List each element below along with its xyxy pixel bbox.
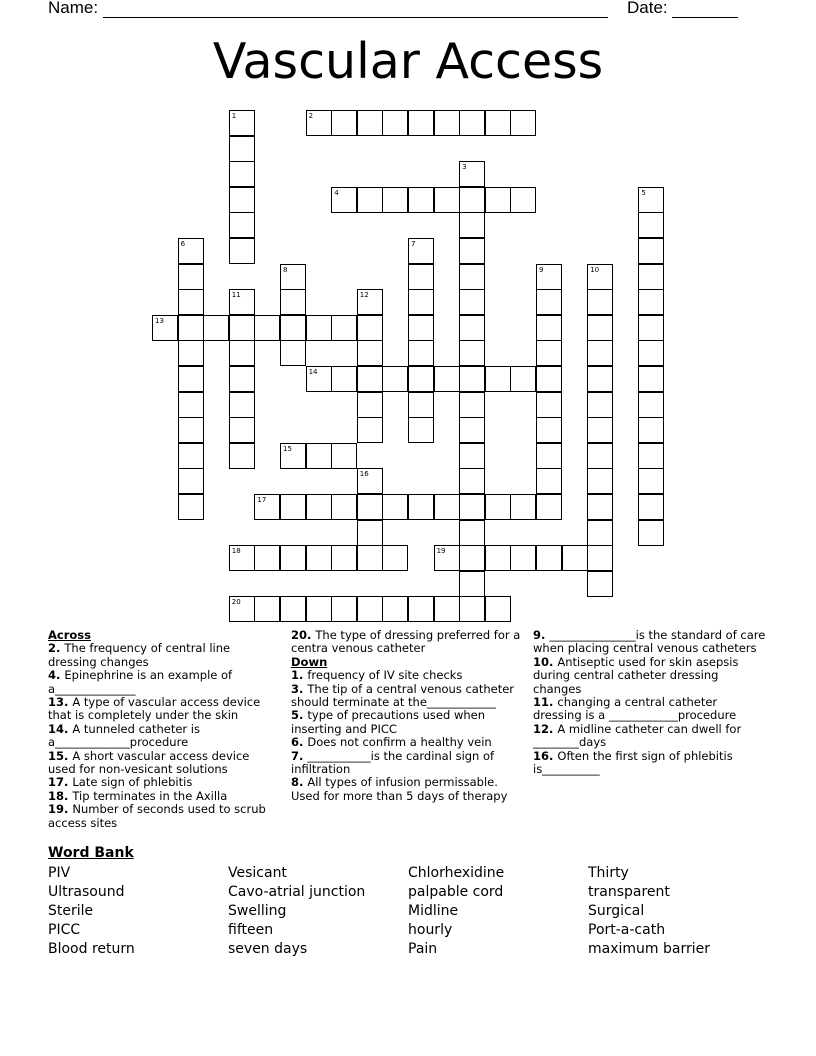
crossword-cell[interactable] [459,571,485,597]
crossword-cell[interactable] [229,315,255,341]
clue-number: 2. [48,641,65,656]
crossword-cell[interactable] [280,315,306,341]
crossword-cell[interactable] [331,596,357,622]
clue-number: 14. [48,721,73,736]
crossword-cell[interactable] [331,545,357,571]
clue-item [533,629,769,656]
crossword-cell[interactable] [510,110,536,136]
word-bank-item: Blood return [48,941,135,957]
clues-column-1 [48,629,280,830]
clue-number-label: 15 [283,444,292,453]
clue-item [48,642,280,669]
crossword-cell[interactable] [485,187,511,213]
crossword-cell[interactable] [459,264,485,290]
clue-number-label: 5 [641,188,646,197]
clue-text: Late sign of phlebitis [72,775,193,790]
crossword-cell[interactable] [178,289,204,315]
crossword-cell[interactable] [459,417,485,443]
crossword-cell[interactable] [408,340,434,366]
crossword-cell[interactable] [638,366,664,392]
clue-number-label: 10 [590,265,600,274]
clue-number-label: 12 [359,291,369,300]
crossword-cell[interactable] [152,315,178,341]
crossword-cell[interactable] [357,187,383,213]
clue-text: The frequency of central line dressing changes [48,641,231,669]
clue-item [291,750,523,777]
crossword-cell[interactable] [229,238,255,264]
clue-number-label: 19 [436,547,446,556]
word-bank-item: fifteen [228,922,274,938]
crossword-cell[interactable] [485,545,511,571]
across-clue-list [48,642,280,830]
word-bank-column [228,864,365,959]
crossword-cell[interactable] [459,110,485,136]
crossword-cell[interactable] [638,494,664,520]
crossword-cell[interactable] [408,366,434,392]
word-bank-item: Surgical [588,903,645,919]
clue-text: Often the first sign of phlebitis is__________ [533,748,733,777]
date-label: Date: [627,0,668,17]
word-bank-column [48,864,135,959]
crossword-cell[interactable] [638,289,664,315]
crossword-cell[interactable] [459,315,485,341]
crossword-cell[interactable] [562,545,588,571]
crossword-cell[interactable] [357,340,383,366]
crossword-cell[interactable] [587,443,613,469]
clue-item [533,723,769,750]
clue-number-label: 6 [180,240,186,248]
clue-item [48,803,280,830]
crossword-cell[interactable] [280,340,306,366]
crossword-cell[interactable] [536,315,562,341]
crossword-cell[interactable] [536,289,562,315]
crossword-cell[interactable] [178,340,204,366]
crossword-cell[interactable] [280,264,306,290]
crossword-cell[interactable] [229,392,255,418]
crossword-cell[interactable] [638,443,664,469]
clue-item [533,750,769,777]
clue-item [291,629,523,656]
crossword-cell[interactable] [434,545,460,571]
clue-number: 3. [291,681,308,696]
clue-number-label: 16 [359,470,369,479]
crossword-cell[interactable] [229,417,255,443]
crossword-cell[interactable] [178,417,204,443]
word-bank-heading: Word Bank [48,845,134,861]
clue-number: 18. [48,788,73,803]
crossword-cell[interactable] [178,494,204,520]
crossword-cell[interactable] [229,366,255,392]
clue-number: 15. [48,748,73,763]
crossword-cell[interactable] [382,187,408,213]
word-bank-column [408,864,504,959]
crossword-cell[interactable] [459,468,485,494]
clue-number-label: 13 [155,316,164,325]
crossword-cell[interactable] [459,187,485,213]
crossword-cell[interactable] [280,596,306,622]
word-bank-item: Vesicant [228,865,287,881]
clue-text: type of precautions used when inserting and PICC [291,708,486,736]
crossword-cell[interactable] [229,443,255,469]
crossword-cell[interactable] [357,468,383,494]
crossword-cell[interactable] [536,392,562,418]
crossword-cell[interactable] [178,315,204,341]
crossword-cell[interactable] [536,443,562,469]
crossword-cell[interactable] [331,494,357,520]
crossword-cell[interactable] [510,494,536,520]
crossword-cell[interactable] [229,545,255,571]
clue-item [48,776,280,789]
clue-number-label: 20 [231,598,241,607]
clue-number: 6. [291,735,308,750]
crossword-cell[interactable] [408,392,434,418]
crossword-cell[interactable] [587,417,613,443]
clue-item [48,790,280,803]
clue-text: frequency of IV site checks [307,668,463,683]
crossword-cell[interactable] [459,443,485,469]
word-bank-item: Sterile [48,903,94,919]
clue-text: A tunneled catheter is a_____________procedure [48,721,200,750]
crossword-cell[interactable] [229,212,255,238]
clue-item [48,723,280,750]
crossword-cell[interactable] [306,596,332,622]
page-title: Vascular Access [212,33,604,90]
crossword-cell[interactable] [331,110,357,136]
crossword-cell[interactable] [357,392,383,418]
clue-number-label: 9 [539,265,544,274]
clue-number: 16. [533,748,558,763]
crossword-cell[interactable] [382,545,408,571]
clue-number-label: 18 [231,547,241,556]
clues-column-3 [533,629,769,776]
clue-text: _______________is the standard of care when placing central venous catheters [533,628,766,656]
crossword-cell[interactable] [229,596,255,622]
crossword-cell[interactable] [459,289,485,315]
crossword-cell[interactable] [587,366,613,392]
crossword-cell[interactable] [638,520,664,546]
word-bank-item: seven days [228,941,308,957]
clue-item [291,669,523,682]
down-heading: Down [291,654,328,669]
crossword-cell[interactable] [178,443,204,469]
crossword-cell[interactable] [408,315,434,341]
crossword-cell[interactable] [408,417,434,443]
crossword-cell[interactable] [254,494,280,520]
clue-number-label: 2 [308,112,314,120]
crossword-cell[interactable] [434,596,460,622]
clue-number: 8. [291,775,308,790]
word-bank-item: Swelling [228,903,287,919]
crossword-cell[interactable] [459,366,485,392]
across-heading: Across [48,628,91,642]
crossword-cell[interactable] [229,187,255,213]
word-bank-item: Ultrasound [48,884,125,900]
clue-text: A type of vascular access device that is completely under the skin [48,695,261,723]
clue-item [48,669,280,696]
clue-number-label: 1 [231,112,237,120]
crossword-cell[interactable] [638,238,664,264]
clue-item [533,696,769,723]
word-bank-item: Port-a-cath [588,922,666,938]
crossword-cell[interactable] [408,187,434,213]
clue-number-label: 11 [231,291,241,300]
crossword-cell[interactable] [434,366,460,392]
crossword-cell[interactable] [638,340,664,366]
clue-text: The type of dressing preferred for a centra venous catheter [291,628,521,656]
word-bank-item: Midline [408,903,459,919]
clue-item [291,736,523,749]
crossword-cell[interactable] [638,315,664,341]
crossword-cell[interactable] [536,468,562,494]
clue-number: 12. [533,721,558,736]
crossword-cell[interactable] [587,468,613,494]
crossword-cell[interactable] [331,366,357,392]
crossword-cell[interactable] [280,545,306,571]
crossword-cell[interactable] [434,110,460,136]
crossword-cell[interactable] [408,110,434,136]
word-bank-column [588,864,710,959]
clue-item [291,683,523,710]
crossword-cell[interactable] [638,187,664,213]
crossword-cell[interactable] [587,340,613,366]
crossword-cell[interactable] [229,289,255,315]
clue-number-label: 7 [411,240,416,248]
clue-number: 17. [48,775,73,790]
crossword-cell[interactable] [178,264,204,290]
crossword-cell[interactable] [357,520,383,546]
clue-number-label: 17 [257,496,267,504]
crossword-cell[interactable] [434,494,460,520]
crossword-cell[interactable] [408,596,434,622]
crossword-cell[interactable] [306,443,332,469]
word-bank-item: transparent [588,884,670,900]
crossword-cell[interactable] [459,212,485,238]
word-bank-item: Cavo-atrial junction [228,884,366,900]
clue-item [291,776,523,803]
crossword-cell[interactable] [459,494,485,520]
crossword-cell[interactable] [587,520,613,546]
clue-text: A short vascular access device used for non-vesicant solutions [48,748,250,777]
crossword-cell[interactable] [459,392,485,418]
crossword-cell[interactable] [357,315,383,341]
word-bank-item: Thirty [588,865,629,881]
crossword-cell[interactable] [408,494,434,520]
crossword-cell[interactable] [178,366,204,392]
crossword-cell[interactable] [638,417,664,443]
clue-number: 19. [48,802,73,817]
crossword-cell[interactable] [229,340,255,366]
clue-item [48,696,280,723]
crossword-cell[interactable] [254,545,280,571]
clue-number: 1. [291,668,308,683]
clue-number: 10. [533,654,558,669]
crossword-cell[interactable] [536,545,562,571]
clue-number: 13. [48,695,73,710]
crossword-cell[interactable] [587,289,613,315]
crossword-cell[interactable] [229,136,255,162]
crossword-cell[interactable] [408,264,434,290]
crossword-cell[interactable] [306,494,332,520]
crossword-cell[interactable] [357,366,383,392]
down-clue-list [291,669,523,803]
word-bank-item: PIV [48,865,71,881]
crossword-cell[interactable] [306,545,332,571]
clue-number-label: 14 [308,368,318,376]
crossword-cell[interactable] [331,187,357,213]
clue-number: 5. [291,708,308,723]
crossword-cell[interactable] [459,596,485,622]
crossword-cell[interactable] [229,110,255,136]
crossword-cell[interactable] [510,366,536,392]
crossword-cell[interactable] [306,315,332,341]
word-bank-item: maximum barrier [588,941,710,957]
clue-text: A midline catheter can dwell for ________days [533,721,742,750]
clues-column-2 [291,629,523,803]
crossword-cell[interactable] [536,366,562,392]
crossword-cell[interactable] [254,315,280,341]
crossword-cell[interactable] [459,161,485,187]
crossword-cell[interactable] [587,264,613,290]
clue-item [291,709,523,736]
crossword-cell[interactable] [485,494,511,520]
crossword-cell[interactable] [638,264,664,290]
clue-number-label: 3 [462,163,467,172]
crossword-cell[interactable] [536,264,562,290]
crossword-cell[interactable] [357,110,383,136]
crossword-cell[interactable] [280,443,306,469]
crossword-cell[interactable] [485,110,511,136]
crossword-cell[interactable] [638,212,664,238]
crossword-cell[interactable] [459,520,485,546]
crossword-cell[interactable] [510,187,536,213]
crossword-cell[interactable] [280,289,306,315]
clue-number: 9. [533,628,550,642]
crossword-cell[interactable] [382,110,408,136]
crossword-cell[interactable] [357,494,383,520]
crossword-cell[interactable] [459,238,485,264]
crossword-cell[interactable] [587,545,613,571]
crossword-cell[interactable] [382,366,408,392]
clue-item [48,750,280,777]
crossword-cell[interactable] [587,571,613,597]
word-bank-item: PICC [48,922,81,938]
crossword-cell[interactable] [357,289,383,315]
across-clue-list-continued [291,629,523,656]
crossword-cell[interactable] [331,443,357,469]
clue-text: ___________is the cardinal sign of infiltration [291,748,495,777]
crossword-cell[interactable] [485,596,511,622]
clue-text: Antiseptic used for skin asepsis during central catheter dressing changes [533,654,739,696]
clue-text: Tip terminates in the Axilla [72,788,228,803]
crossword-cell[interactable] [408,238,434,264]
crossword-cell[interactable] [587,392,613,418]
crossword-cell[interactable] [331,315,357,341]
clue-number: 7. [291,748,308,763]
crossword-cell[interactable] [306,366,332,392]
word-bank-item: hourly [408,922,453,938]
crossword-cell[interactable] [587,494,613,520]
crossword-cell[interactable] [536,340,562,366]
crossword-cell[interactable] [536,417,562,443]
clue-number-label: 4 [334,188,339,197]
crossword-cell[interactable] [408,289,434,315]
crossword-cell[interactable] [178,468,204,494]
crossword-cell[interactable] [459,545,485,571]
word-bank-item: Pain [408,941,438,957]
crossword-cell[interactable] [178,392,204,418]
crossword-cell[interactable] [459,340,485,366]
clue-text: The tip of a central venous catheter should terminate at the____________ [291,681,515,710]
clue-number-label: 8 [283,265,288,274]
crossword-cell[interactable] [254,596,280,622]
clue-text: Does not confirm a healthy vein [307,735,492,750]
clue-number: 4. [48,668,65,683]
crossword-cell[interactable] [306,110,332,136]
crossword-cell[interactable] [434,187,460,213]
clue-item [533,656,769,696]
crossword-cell[interactable] [357,545,383,571]
clue-text: Number of seconds used to scrub access sites [48,802,266,830]
crossword-cell[interactable] [485,366,511,392]
name-label: Name: [48,0,99,17]
crossword-cell[interactable] [587,315,613,341]
crossword-cell[interactable] [203,315,229,341]
crossword-cell[interactable] [382,596,408,622]
clue-text: All types of infusion permissable. Used for more than 5 days of therapy [291,775,508,803]
word-bank-item: Chlorhexidine [408,865,505,881]
clue-text: Epinephrine is an example of a______________ [48,668,233,696]
crossword-cell[interactable] [510,545,536,571]
clue-text: changing a central catheter dressing is a ____________procedure [533,695,737,723]
clue-number: 20. [291,628,316,642]
crossword-cell[interactable] [536,494,562,520]
crossword-cell[interactable] [382,494,408,520]
crossword-cell[interactable] [357,417,383,443]
down-clue-list-continued [533,629,769,776]
crossword-cell[interactable] [638,468,664,494]
word-bank-item: palpable cord [408,884,504,900]
crossword-cell[interactable] [280,494,306,520]
crossword-cell[interactable] [229,161,255,187]
crossword-cell[interactable] [178,238,204,264]
clue-number: 11. [533,695,558,710]
crossword-cell[interactable] [638,392,664,418]
crossword-cell[interactable] [357,596,383,622]
